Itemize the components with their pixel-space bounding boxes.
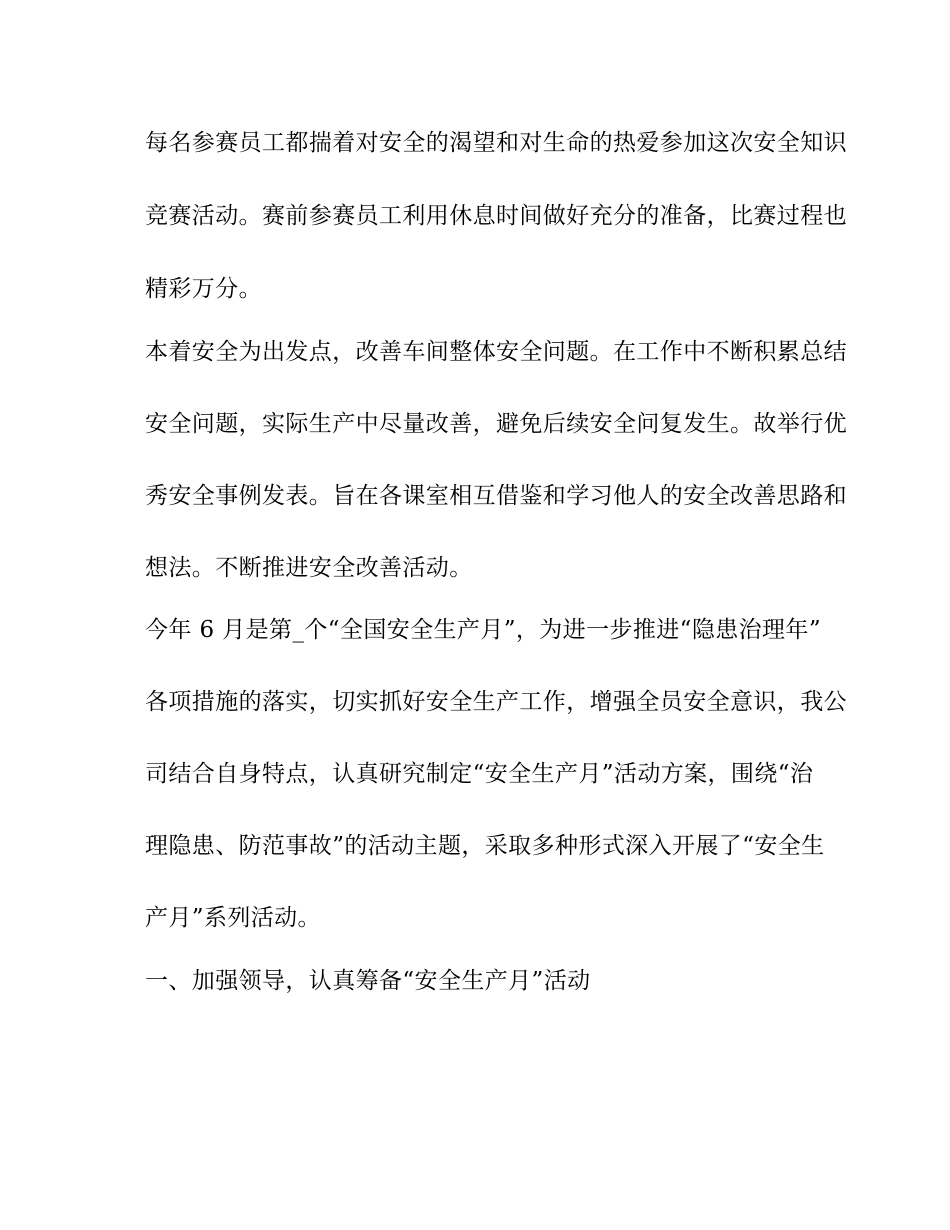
paragraph-2-line-3: 秀安全事例发表。旨在各课室相互借鉴和学习他人的安全改善思路和 [145,483,847,509]
paragraph-1-line-2: 竞赛活动。赛前参赛员工利用休息时间做好充分的准备，比赛过程也 [145,203,847,229]
paragraph-3-line-5: 产月”系列活动。 [145,905,321,931]
paragraph-3-line-4: 理隐患、防范事故”的活动主题，采取多种形式深入开展了“安全生 [145,833,825,859]
paragraph-2-line-2: 安全问题，实际生产中尽量改善，避免后续安全问复发生。故举行优 [145,411,847,437]
paragraph-2-line-4: 想法。不断推进安全改善活动。 [145,555,473,581]
paragraph-3-line-2: 各项措施的落实，切实抓好安全生产工作，增强全员安全意识，我公 [145,689,847,715]
section-heading-1: 一、加强领导，认真筹备“安全生产月”活动 [145,968,591,994]
paragraph-3-line-3: 司结合自身特点，认真研究制定“安全生产月”活动方案，围绕“治 [145,761,814,787]
paragraph-2-line-1: 本着安全为出发点，改善车间整体安全问题。在工作中不断积累总结 [145,339,847,365]
paragraph-1-line-1: 每名参赛员工都揣着对安全的渴望和对生命的热爱参加这次安全知识 [145,130,847,156]
paragraph-1-line-3: 精彩万分。 [145,276,262,302]
paragraph-3-line-1: 今年 6 月是第_个“全国安全生产月”，为进一步推进“隐患治理年” [145,617,821,643]
